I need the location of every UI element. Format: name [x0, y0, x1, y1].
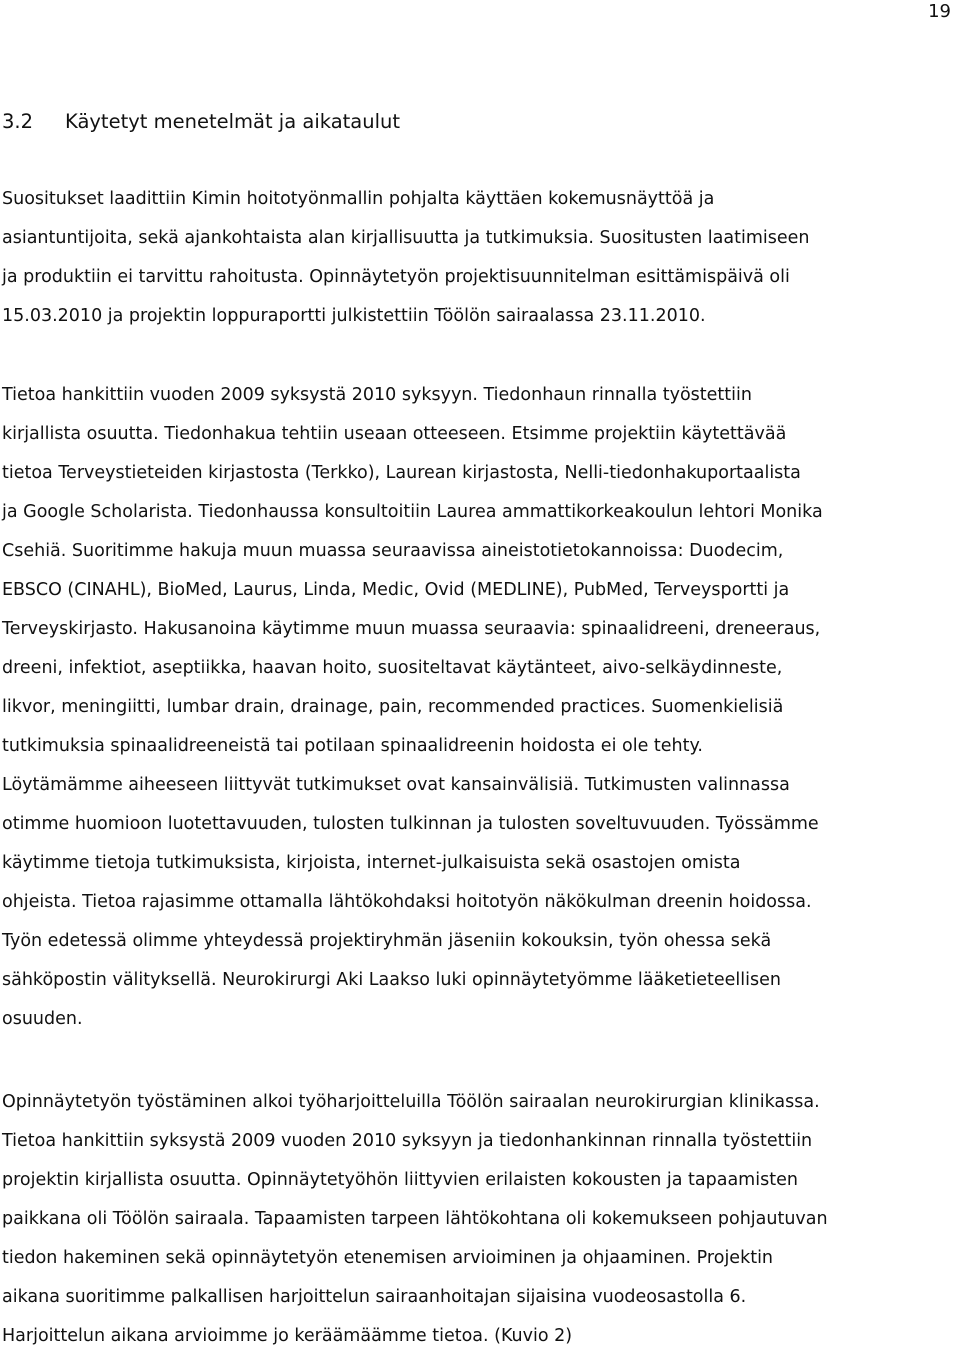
text-line: asiantuntijoita, sekä ajankohtaista alan kirjallisuutta ja tutkimuksia. Suositusten laatimiseen	[2, 228, 810, 248]
text-line: paikkana oli Töölön sairaala. Tapaamisten tarpeen lähtökohtana oli kokemukseen pohjautuvan	[2, 1209, 828, 1229]
text-line: Löytämämme aiheeseen liittyvät tutkimukset ovat kansainvälisiä. Tutkimusten valinnassa	[2, 775, 790, 795]
text-line: Terveyskirjasto. Hakusanoina käytimme muun muassa seuraavia: spinaalidreeni, dreneeraus,	[2, 619, 821, 639]
section-number: 3.2	[2, 110, 34, 133]
text-line: Opinnäytetyön työstäminen alkoi työharjoitteluilla Töölön sairaalan neurokirurgian klinikassa.	[2, 1092, 820, 1112]
text-line: tietoa Terveystieteiden kirjastosta (Terkko), Laurean kirjastosta, Nelli-tiedonhakuportaalista	[2, 463, 801, 483]
text-line: osuuden.	[2, 1009, 83, 1029]
text-line: dreeni, infektiot, aseptiikka, haavan hoito, suositeltavat käytänteet, aivo-selkäydinneste,	[2, 658, 783, 678]
text-line: likvor, meningiitti, lumbar drain, drainage, pain, recommended practices. Suomenkielisiä	[2, 697, 784, 717]
text-line: Tietoa hankittiin vuoden 2009 syksystä 2010 syksyyn. Tiedonhaun rinnalla työstettiin	[2, 385, 752, 405]
text-line: otimme huomioon luotettavuuden, tulosten tulkinnan ja tulosten soveltuvuuden. Työssämme	[2, 814, 819, 834]
paragraph-3	[2, 1083, 960, 1356]
text-line: tutkimuksia spinaalidreeneistä tai potilaan spinaalidreenin hoidosta ei ole tehty.	[2, 736, 703, 756]
text-line: EBSCO (CINAHL), BioMed, Laurus, Linda, Medic, Ovid (MEDLINE), PubMed, Terveysportti ja	[2, 580, 790, 600]
paragraph-2	[2, 376, 960, 1039]
text-line: Suositukset laadittiin Kimin hoitotyönmallin pohjalta käyttäen kokemusnäyttöä ja	[2, 189, 715, 209]
text-line: Harjoittelun aikana arvioimme jo keräämäämme tietoa. (Kuvio 2)	[2, 1326, 573, 1346]
page-number: 19	[928, 1, 951, 22]
text-line: projektin kirjallista osuutta. Opinnäytetyöhön liittyvien erilaisten kokousten ja tapaamisten	[2, 1170, 798, 1190]
text-line: Tietoa hankittiin syksystä 2009 vuoden 2010 syksyyn ja tiedonhankinnan rinnalla työstettiin	[2, 1131, 813, 1151]
section-title: Käytetyt menetelmät ja aikataulut	[65, 110, 401, 133]
text-line: Csehiä. Suoritimme hakuja muun muassa seuraavissa aineistotietokannoissa: Duodecim,	[2, 541, 784, 561]
text-line: käytimme tietoja tutkimuksista, kirjoista, internet-julkaisuista sekä osastojen omista	[2, 853, 741, 873]
paragraph-1	[2, 180, 960, 336]
text-line: 15.03.2010 ja projektin loppuraportti julkistettiin Töölön sairaalassa 23.11.2010.	[2, 306, 706, 326]
text-line: ja Google Scholarista. Tiedonhaussa konsultoitiin Laurea ammattikorkeakoulun lehtori Monika	[2, 502, 823, 522]
text-line: sähköpostin välityksellä. Neurokirurgi Aki Laakso luki opinnäytetyömme lääketieteellisen	[2, 970, 781, 990]
text-line: aikana suoritimme palkallisen harjoittelun sairaanhoitajan sijaisina vuodeosastolla 6.	[2, 1287, 747, 1307]
text-line: kirjallista osuutta. Tiedonhakua tehtiin useaan otteeseen. Etsimme projektiin käytettävää	[2, 424, 787, 444]
text-line: Työn edetessä olimme yhteydessä projektiryhmän jäseniin kokouksin, työn ohessa sekä	[2, 931, 772, 951]
text-line: tiedon hakeminen sekä opinnäytetyön etenemisen arvioiminen ja ohjaaminen. Projektin	[2, 1248, 774, 1268]
text-line: ohjeista. Tietoa rajasimme ottamalla lähtökohdaksi hoitotyön näkökulman dreenin hoidossa.	[2, 892, 812, 912]
section-heading	[2, 109, 400, 135]
text-line: ja produktiin ei tarvittu rahoitusta. Opinnäytetyön projektisuunnitelman esittämispäivä oli	[2, 267, 790, 287]
